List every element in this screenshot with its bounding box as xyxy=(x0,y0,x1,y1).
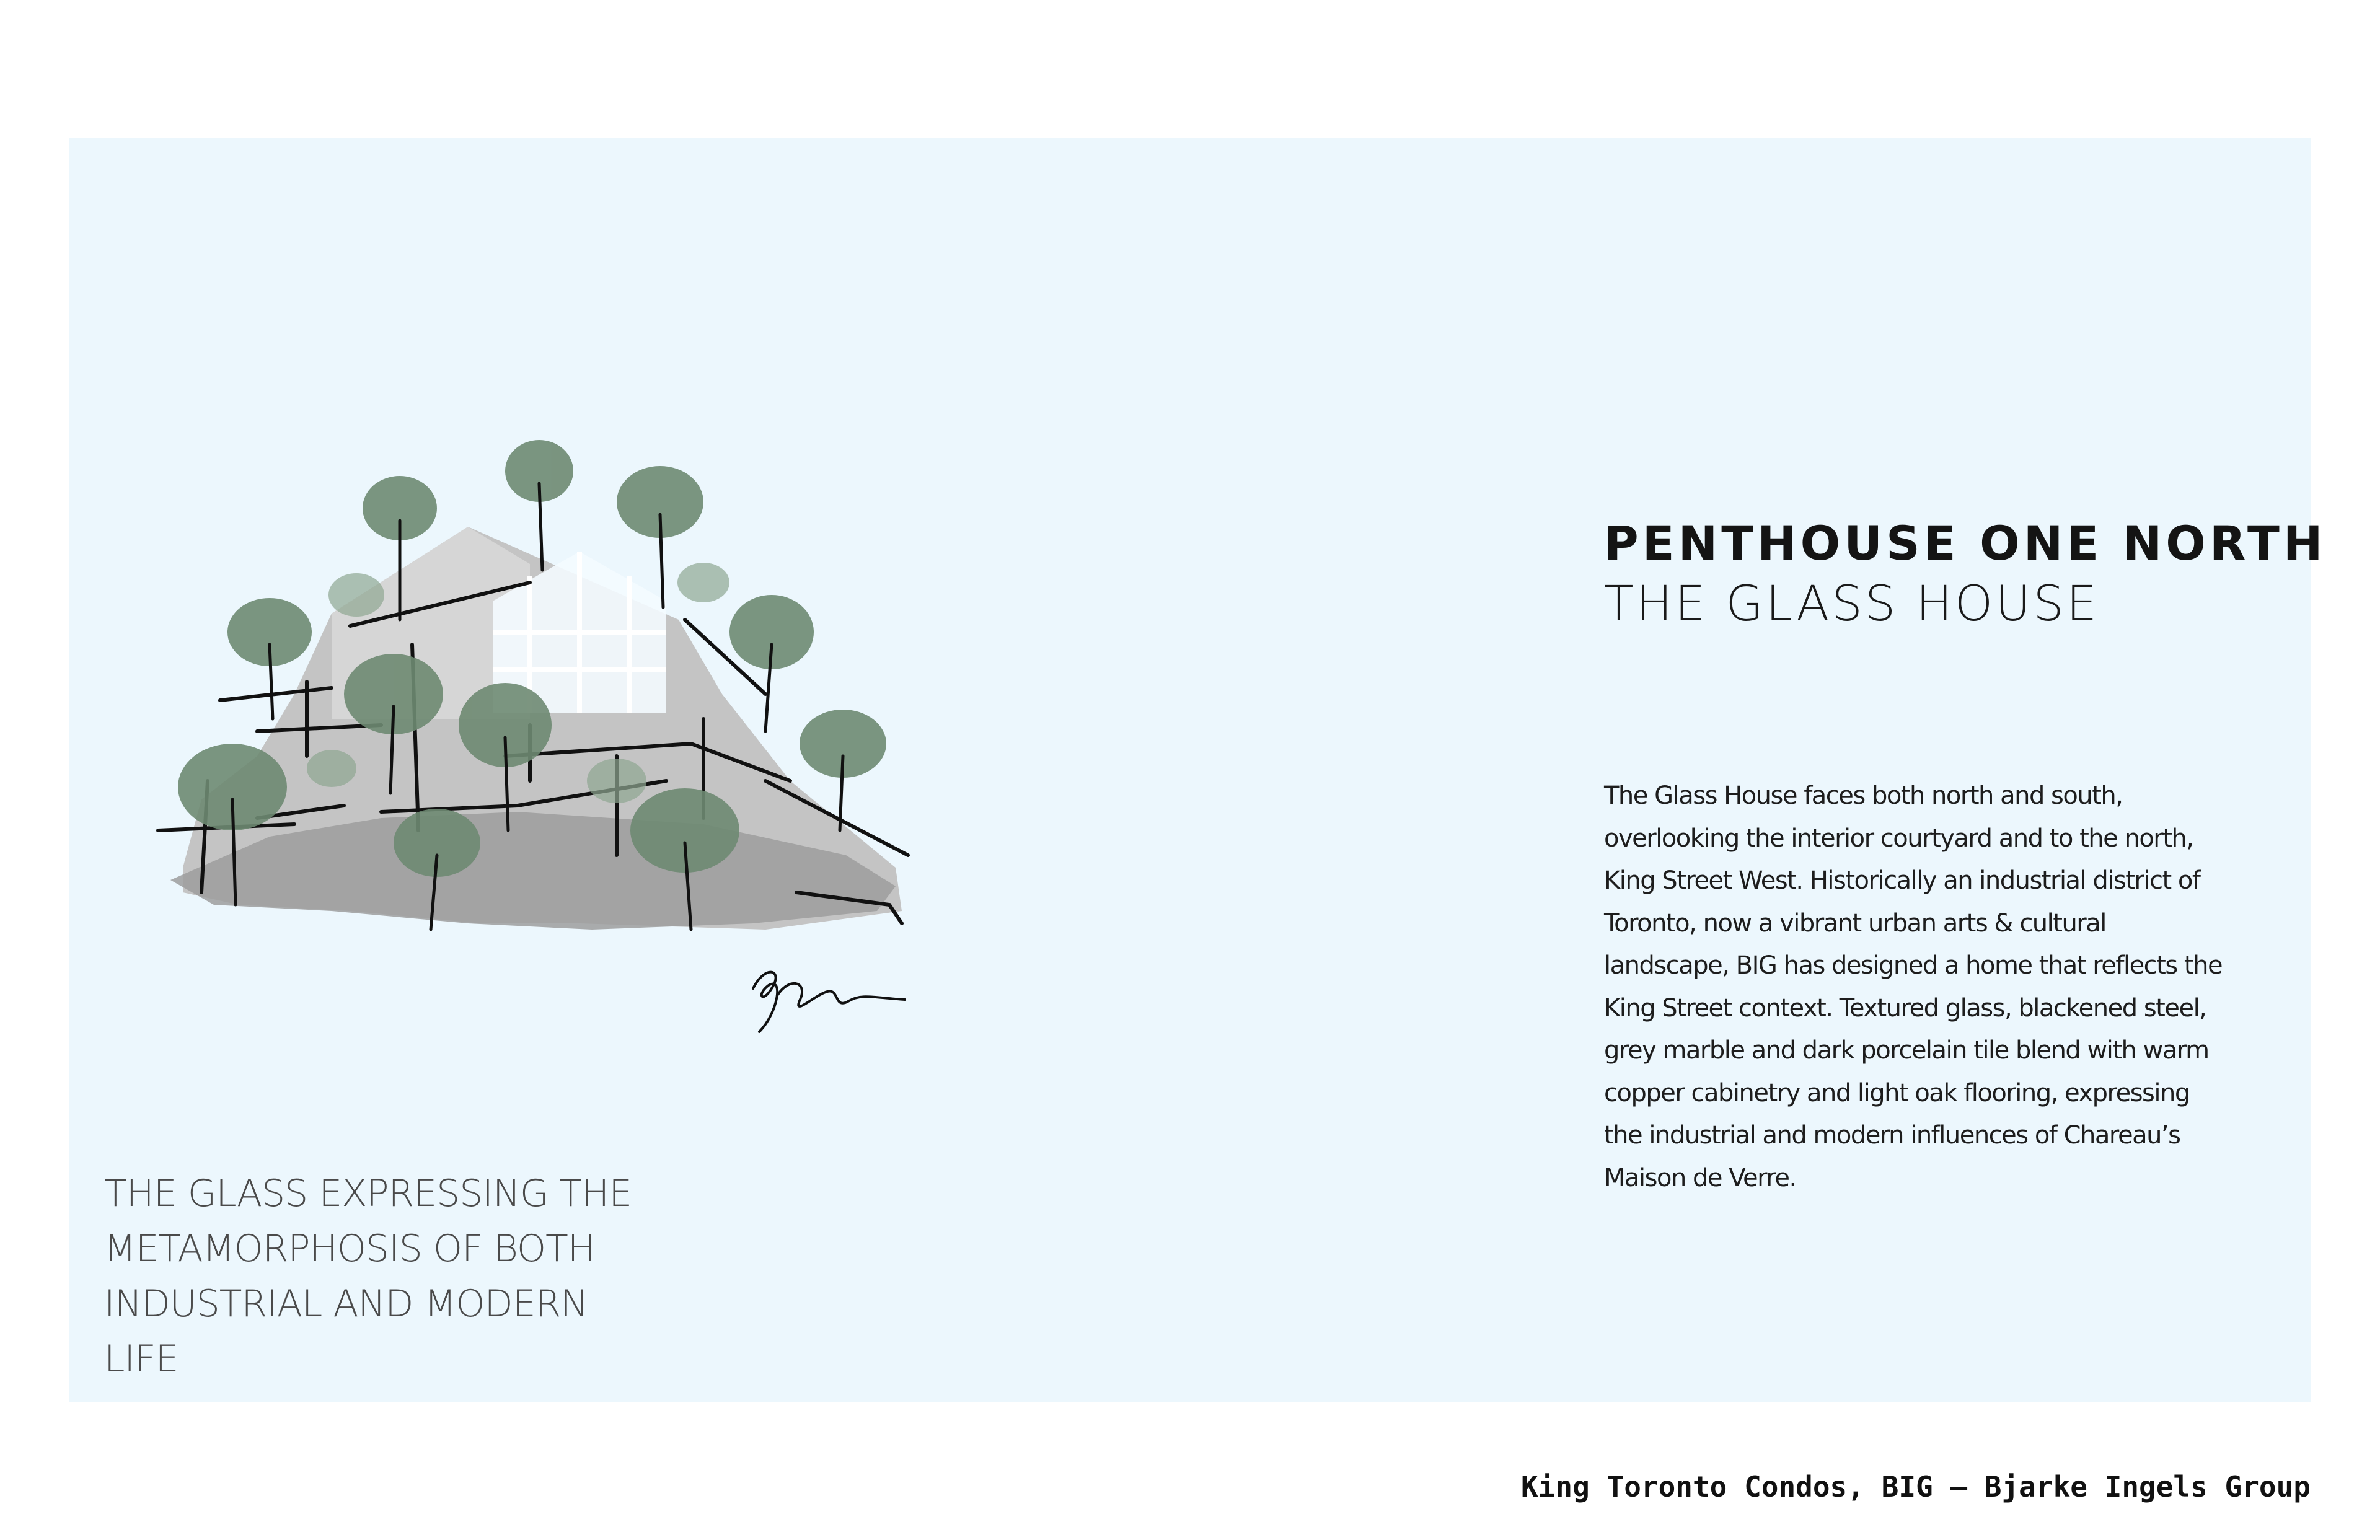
footer-credit: King Toronto Condos, BIG – Bjarke Ingels Group xyxy=(1521,1470,2311,1503)
tagline-text: THE GLASS EXPRESSING THE METAMORPHOSIS OF BOTH INDUSTRIAL AND MODERN LIFE xyxy=(104,1172,632,1381)
description-paragraph: The Glass House faces both north and south, overlooking the interior courtyard and to the north, King Street West. Historically an industrial district of Toronto, now a vibrant urban arts & cultural landscape, BIG has designed a home that reflects the King Street context. Textured glass, blackened steel, grey marble and dark porcelain tile blend with warm copper cabinetry and light oak flooring, expressing the industrial and modern influences of Chareau’s Maison de Verre. xyxy=(1604,781,2223,1192)
page-title: PENTHOUSE ONE NORTH xyxy=(1604,516,2327,571)
artist-signature xyxy=(741,957,914,1038)
page-subtitle: THE GLASS HOUSE xyxy=(1604,576,2100,632)
